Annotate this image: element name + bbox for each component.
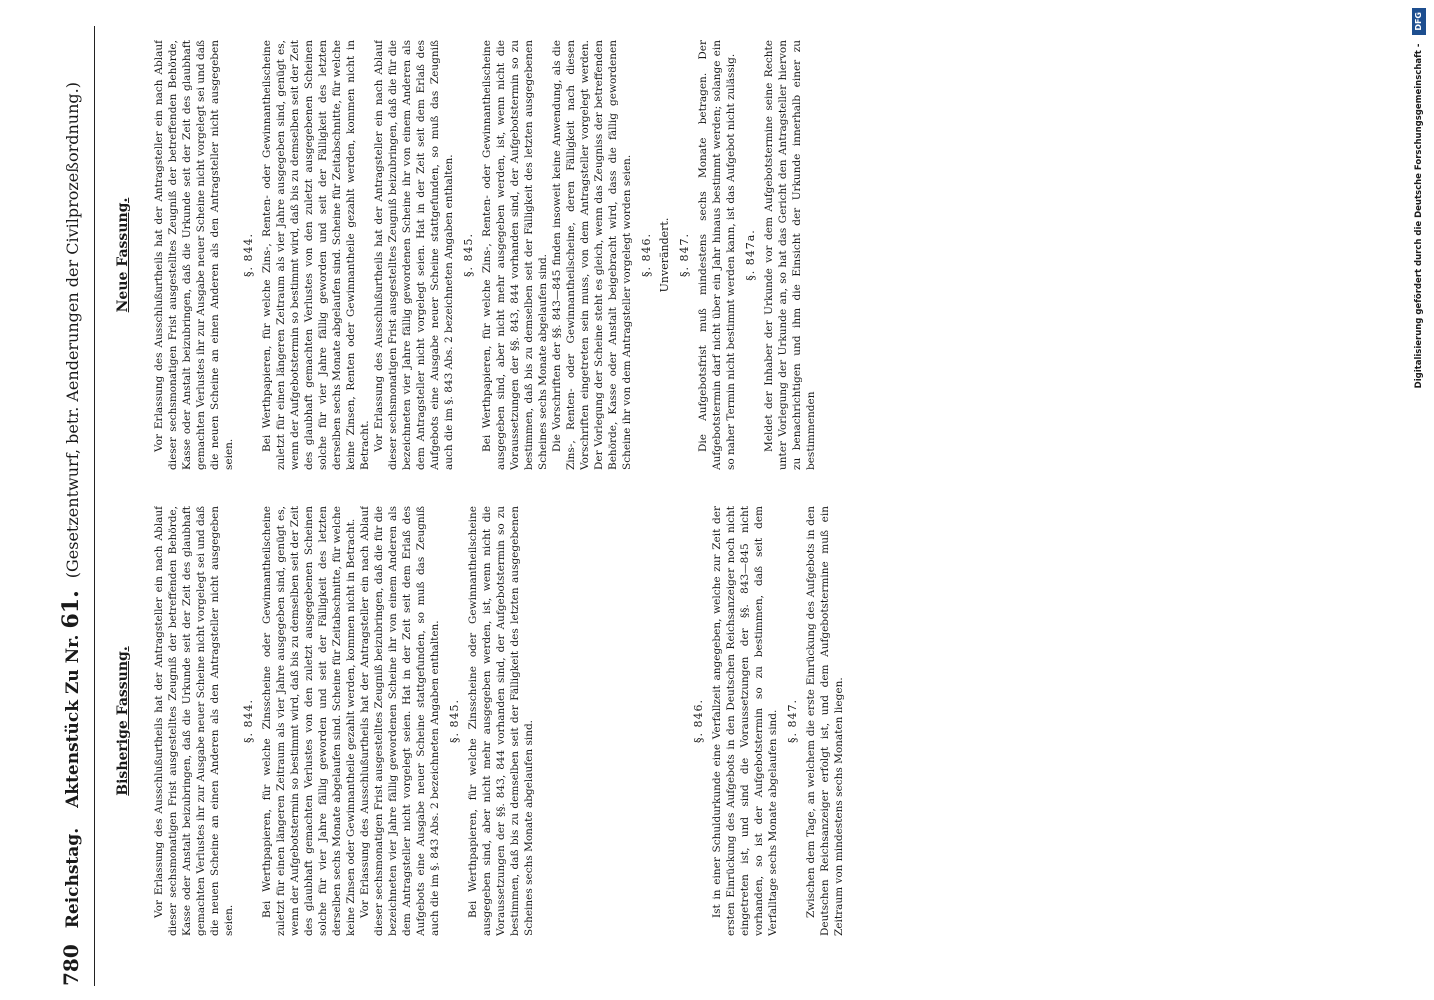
column-title-new: Neue Fassung. bbox=[115, 197, 131, 313]
header-rule bbox=[94, 26, 95, 986]
paragraph-845-old: Bei Werthpapieren, für welche Zinsscheine oder Gewinnantheilscheine ausgegeben sind, aber nicht mehr ausgegeben werden, ist, wenn nicht die Voraussetzungen der §§. 843, 844 vorhanden sind, der Aufgebotstermin so zu bestimmen, daß bis zu demselben seit der Fälligkeit des letzten ausgegebenen Scheines sechs Monate abgelaufen sind. bbox=[467, 506, 535, 936]
header-left: Reichstag. bbox=[63, 827, 83, 929]
section-845-old: §. 845. bbox=[448, 699, 461, 743]
page-number: 780 bbox=[59, 944, 83, 986]
paragraph-843-new: Vor Erlassung des Ausschlußurtheils hat der Antragsteller ein nach Ablauf dieser sechsmonatigen Frist ausgestelltes Zeugniß der betreffenden Behörde, Kasse oder Anstalt beizubringen, daß die Urkunde seit der Zeit des glaubhaft gemachten Verlustes ihr zur Ausgabe neuer Scheine nicht vorgelegt sei und daß die neuen Scheine an einen Anderen als den Antragsteller nicht ausgegeben seien. bbox=[153, 40, 235, 470]
dfg-logo: DFG bbox=[1412, 8, 1426, 35]
paragraph-847a-new: Meldet der Inhaber der Urkunde vor dem Aufgebotstermine seine Rechte unter Vorlegung der Urkunde an, so hat das Gericht den Antragsteller hiervon zu benachrichtigen und ihm die Einsicht der Urkunde innerhalb einer zu bestimmenden bbox=[763, 40, 817, 470]
section-846-old: §. 846. bbox=[692, 699, 705, 743]
paragraph-845a-new: Bei Werthpapieren, für welche Zins-, Renten- oder Gewinnantheilscheine ausgegeben sind, aber nicht mehr ausgegeben werden, ist, wenn nicht die Voraussetzungen der §§. 843, 844 vorhanden sind, der Aufgebotstermin so zu bestimmen, daß bis zu demselben seit der Fälligkeit des letzten ausgegebenen Scheines sechs Monate abgelaufen sind. bbox=[481, 40, 549, 470]
section-845-new: §. 845. bbox=[462, 233, 475, 277]
section-844-old: §. 844. bbox=[242, 699, 255, 743]
column-new-version bbox=[108, 40, 1348, 470]
paragraph-844a-new: Bei Werthpapieren, für welche Zins-, Renten- oder Gewinnantheilscheine zuletzt für einen längeren Zeitraum als vier Jahre ausgegeben sind, genügt es, wenn der Aufgebotstermin so bestimmt wird, daß bis zu demselben seit der Zeit des glaubhaft gemachten Verlustes von den zuletzt ausgegebenen Scheinen solche für vier Jahre fällig geworden und seit der Fälligkeit des letzten derselben sechs Monate abgelaufen sind. Scheine für Zeitabschnitte, für welche keine Zinsen, Renten oder Gewinnantheile gezahlt werden, kommen nicht in Betracht. bbox=[261, 40, 371, 470]
section-847-old: §. 847. bbox=[786, 699, 799, 743]
header-subtitle: (Gesetzentwurf, betr. Aenderungen der Civilprozeßordnung.) bbox=[63, 82, 82, 579]
paragraph-844b-new: Vor Erlassung des Ausschlußurtheils hat der Antragsteller ein nach Ablauf dieser sechsmonatigen Frist ausgestelltes Zeugniß beizubringen, daß die für die bezeichneten vier Jahre fällig gewordenen Scheine ihr von einem Anderen als dem Antragsteller nicht vorgelegt seien. Hat in der Zeit seit dem Erlaß des Aufgebots eine Ausgabe neuer Scheine stattgefunden, so muß das Zeugniß auch die im §. 843 Abs. 2 bezeichneten Angaben enthalten. bbox=[373, 40, 455, 470]
column-title-old: Bisherige Fassung. bbox=[115, 646, 131, 796]
section-846-new: §. 846. bbox=[640, 233, 653, 277]
section-847a-new: §. 847a. bbox=[744, 229, 757, 281]
paragraph-847-old: Zwischen dem Tage, an welchem die erste Einrückung des Aufgebots in den Deutschen Reichsanzeiger erfolgt ist, und dem Aufgebotstermine muß ein Zeitraum von mindestens sechs Monaten liegen. bbox=[805, 506, 845, 936]
paragraph-844a-old: Bei Werthpapieren, für welche Zinsscheine oder Gewinnantheilscheine zuletzt für einen längeren Zeitraum als vier Jahre ausgegeben sind, genügt es, wenn der Aufgebotstermin so bestimmt wird, daß bis zu demselben seit der Zeit des glaubhaft gemachten Verlustes von den zuletzt ausgegebenen Scheinen solche für vier Jahre fällig geworden und seit der Fälligkeit des letzten derselben sechs Monate abgelaufen sind. Scheine für Zeitabschnitte, für welche keine Zinsen oder Gewinnantheile gezahlt werden, kommen nicht in Betracht. bbox=[261, 506, 357, 936]
paragraph-847-new: Die Aufgebotsfrist muß mindestens sechs Monate betragen. Der Aufgebotstermin darf nicht über ein Jahr hinaus bestimmt werden; solange ein so naher Termin nicht bestimmt werden kann, ist das Aufgebot nicht zulässig. bbox=[697, 40, 737, 470]
header-center: Aktenstück Zu Nr. bbox=[63, 634, 83, 808]
paragraph-846-old: Ist in einer Schuldurkunde eine Verfallzeit angegeben, welche zur Zeit der ersten Einrückung des Aufgebots in den Deutschen Reichsanzeiger noch nicht eingetreten ist, und sind die Voraussetzungen der §§. 843—845 nicht vorhanden, so ist der Aufgebotstermin so zu bestimmen, daß seit dem Verfalltage sechs Monate abgelaufen sind. bbox=[711, 506, 779, 936]
section-844-new: §. 844. bbox=[242, 233, 255, 277]
paragraph-843-old: Vor Erlassung des Ausschlußurtheils hat der Antragsteller ein nach Ablauf dieser sechsmonatigen Frist ausgestelltes Zeugniß der betreffenden Behörde, Kasse oder Anstalt beizubringen, daß die Urkunde seit der Zeit des glaubhaft gemachten Verlustes ihr zur Ausgabe neuer Scheine nicht vorgelegt sei und daß die neuen Scheine an einen Anderen als den Antragsteller nicht ausgegeben seien. bbox=[153, 506, 235, 936]
section-847-new: §. 847. bbox=[678, 233, 691, 277]
page-header bbox=[58, 26, 92, 986]
digitization-credit bbox=[1408, 8, 1430, 968]
unchanged-note: Unverändert. bbox=[658, 217, 671, 293]
digitization-credit-text: Digitalisierung gefördert durch die Deutsche Forschungsgemeinschaft - bbox=[1414, 43, 1424, 389]
paragraph-844b-old: Vor Erlassung des Ausschlußurtheils hat der Antragsteller ein nach Ablauf dieser sechsmonatigen Frist ausgestelltes Zeugniß beizubringen, daß die für die bezeichneten vier Jahre fällig gewordenen Scheine ihr von einem Anderen als dem Antragsteller nicht vorgelegt seien. Hat in der Zeit seit dem Erlaß des Aufgebots eine Ausgabe neuer Scheine stattgefunden, so muß das Zeugniß auch die im §. 843 Abs. 2 bezeichneten Angaben enthalten. bbox=[359, 506, 441, 936]
column-old-version bbox=[108, 506, 1348, 936]
header-document-number: 61. bbox=[58, 590, 84, 629]
paragraph-845b-new: Die Vorschriften der §§. 843—845 finden insoweit keine Anwendung, als die Zins-, Renten- oder Gewinnantheilscheine, deren Fälligkeit nach diesen Vorschriften eingetreten sein muss, von dem Antragsteller vorgelegt werden. Der Vorlegung der Scheine steht es gleich, wenn das Zeugniss der betreffenden Behörde, Kasse oder Anstalt beigebracht wird, dass die fällig gewordenen Scheine ihr von dem Antragsteller vorgelegt worden seien. bbox=[551, 40, 633, 470]
